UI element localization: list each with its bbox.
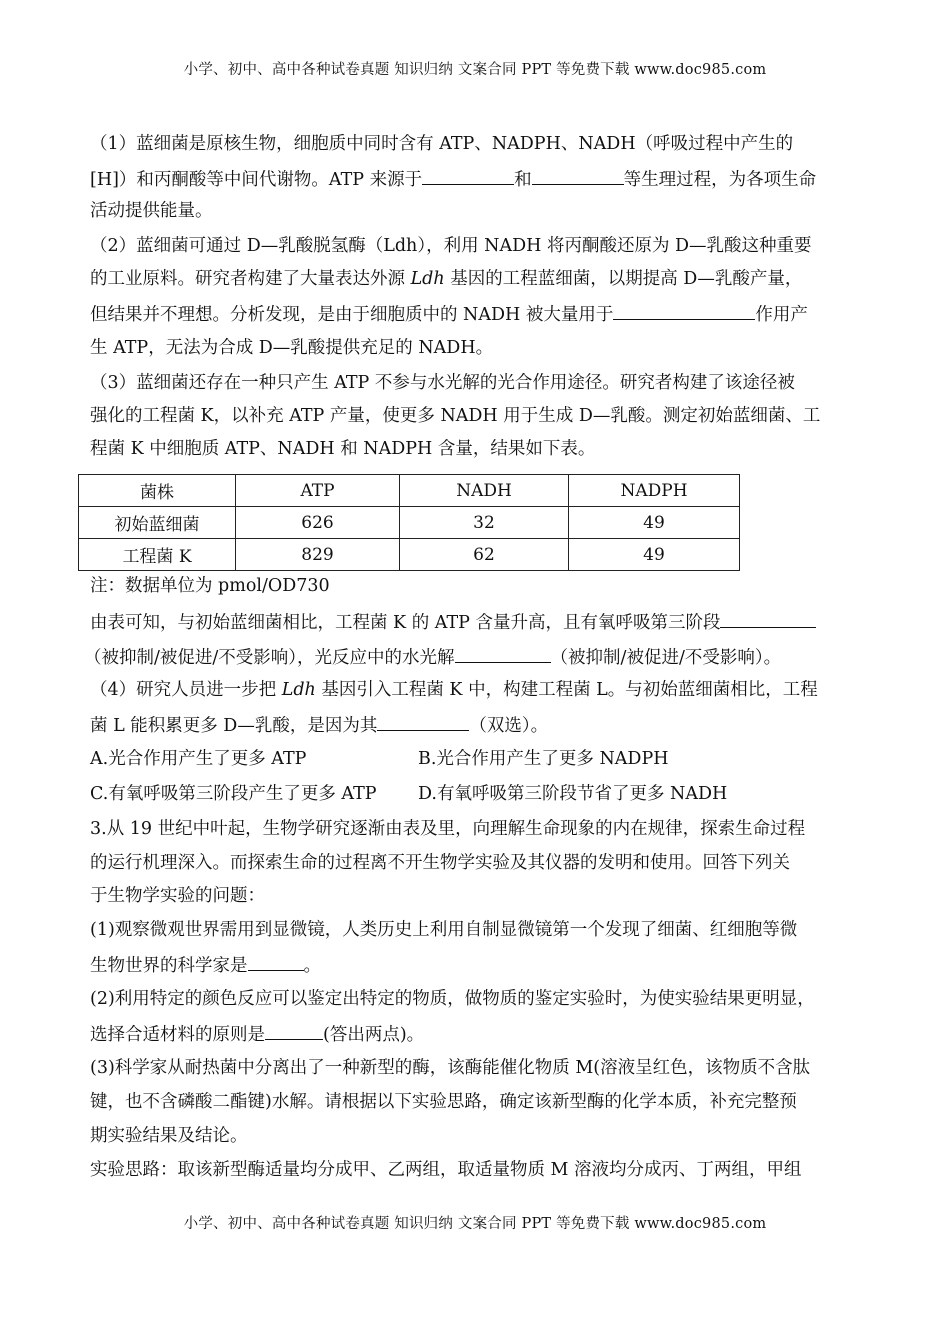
q4-line-1-text-a: （4）研究人员进一步把	[90, 680, 282, 700]
p3-sub2-line-2	[90, 1021, 424, 1047]
q1-line-2	[90, 166, 816, 192]
table-row	[79, 539, 740, 571]
q1-line-2-text-c: 等生理过程，为各项生命	[623, 170, 817, 190]
q4-line-1	[90, 678, 818, 702]
q4-line-2-text-a: 菌 L 能积累更多 D—乳酸，是因为其	[90, 716, 378, 736]
results-table	[78, 474, 740, 571]
p3-line-1: 3.从 19 世纪中叶起，生物学研究逐渐由表及里，向理解生命现象的内在规律，探索生命过程	[90, 819, 806, 839]
table-header-cell: ATP	[236, 475, 400, 507]
ldh-gene-italic: Ldh	[410, 269, 445, 289]
table-header-cell: NADH	[400, 475, 569, 507]
p3-sub1-line-2	[90, 952, 321, 978]
table-cell: 49	[569, 539, 740, 571]
p3-line-2: 的运行机理深入。而探索生命的过程离不开生物学实验及其仪器的发明和使用。回答下列关	[90, 853, 790, 873]
q3-line-1: （3）蓝细菌还存在一种只产生 ATP 不参与水光解的光合作用途径。研究者构建了该途径被	[90, 373, 795, 393]
q2-line-2-text-b: 基因的工程蓝细菌，以期提高 D—乳酸产量，	[444, 269, 803, 289]
q2-line-2-text-a: 的工业原料。研究者构建了大量表达外源	[90, 269, 411, 289]
p3-experiment-line: 实验思路：取该新型酶适量均分成甲、乙两组，取适量物质 M 溶液均分成丙、丁两组，甲组	[90, 1160, 802, 1180]
q3b-line-1-text: 由表可知，与初始蓝细菌相比，工程菌 K 的 ATP 含量升高，且有氧呼吸第三阶段	[90, 613, 721, 633]
answer-blank-6[interactable]	[377, 712, 469, 731]
q3b-line-2-text-a: （被抑制/被促进/不受影响），光反应中的水光解	[84, 648, 455, 668]
option-b[interactable]: B.光合作用产生了更多 NADPH	[418, 749, 669, 769]
q2-line-3-text-a: 但结果并不理想。分析发现，是由于细胞质中的 NADH 被大量用于	[90, 305, 614, 325]
option-c[interactable]: C.有氧呼吸第三阶段产生了更多 ATP	[90, 784, 377, 804]
q1-line-3: 活动提供能量。	[90, 201, 213, 221]
q2-line-1: （2）蓝细菌可通过 D—乳酸脱氢酶（Ldh），利用 NADH 将丙酮酸还原为 D—乳酸这种重要	[90, 236, 812, 256]
table-header-row	[79, 475, 740, 507]
page-footer: 小学、初中、高中各种试卷真题 知识归纳 文案合同 PPT 等免费下载 www.doc985.com	[183, 1216, 767, 1232]
ldh-gene-italic: Ldh	[281, 680, 316, 700]
q3-line-3: 程菌 K 中细胞质 ATP、NADH 和 NADPH 含量，结果如下表。	[90, 439, 596, 459]
q1-line-2-text-b: 和	[514, 170, 532, 190]
p3-sub2-line-1: (2)利用特定的颜色反应可以鉴定出特定的物质，做物质的鉴定实验时，为使实验结果更明显，	[90, 989, 815, 1009]
answer-blank-5[interactable]	[455, 644, 551, 663]
q3-line-2: 强化的工程菌 K，以补充 ATP 产量，使更多 NADH 用于生成 D—乳酸。测定初始蓝细菌、工	[90, 406, 821, 426]
table-cell: 626	[236, 507, 400, 539]
p3-sub2-text-b: (答出两点)。	[323, 1025, 425, 1045]
q2-line-4: 生 ATP，无法为合成 D—乳酸提供充足的 NADH。	[90, 338, 494, 358]
q2-line-3-text-b: 作用产	[755, 305, 808, 325]
answer-blank-4[interactable]	[720, 609, 816, 628]
answer-blank-7[interactable]	[248, 952, 304, 971]
q3b-line-2-text-b: （被抑制/被促进/不受影响）。	[550, 648, 782, 668]
q4-line-2-text-b: （双选）。	[469, 716, 549, 736]
p3-sub2-text-a: 选择合适材料的原则是	[90, 1025, 265, 1045]
option-a[interactable]: A.光合作用产生了更多 ATP	[90, 749, 307, 769]
table-cell: 829	[236, 539, 400, 571]
q3b-line-1	[90, 609, 816, 635]
table-cell: 工程菌 K	[79, 539, 236, 571]
table-cell: 初始蓝细菌	[79, 507, 236, 539]
table-row	[79, 507, 740, 539]
p3-sub1-text-b: 。	[303, 956, 321, 976]
table-cell: 32	[400, 507, 569, 539]
answer-blank-3[interactable]	[613, 301, 755, 320]
p3-sub1-text-a: 生物世界的科学家是	[90, 956, 248, 976]
q4-line-2	[90, 712, 548, 738]
answer-blank-8[interactable]	[265, 1021, 323, 1040]
q4-line-1-text-b: 基因引入工程菌 K 中，构建工程菌 L。与初始蓝细菌相比，工程	[315, 680, 818, 700]
p3-sub3-line-2: 键，也不含磷酸二酯键)水解。请根据以下实验思路，确定该新型酶的化学本质，补充完整预	[90, 1092, 797, 1112]
p3-sub3-line-3: 期实验结果及结论。	[90, 1126, 248, 1146]
table-header-cell: NADPH	[569, 475, 740, 507]
table-cell: 49	[569, 507, 740, 539]
table-cell: 62	[400, 539, 569, 571]
q2-line-3	[90, 301, 808, 327]
q2-line-2	[90, 267, 802, 291]
table-header-cell: 菌株	[79, 475, 236, 507]
option-d[interactable]: D.有氧呼吸第三阶段节省了更多 NADH	[418, 784, 728, 804]
q1-line-1: （1）蓝细菌是原核生物，细胞质中同时含有 ATP、NADPH、NADH（呼吸过程中产生的	[90, 134, 794, 154]
table-note: 注：数据单位为 pmol/OD730	[90, 576, 330, 596]
p3-sub1-line-1: (1)观察微观世界需用到显微镜，人类历史上利用自制显微镜第一个发现了细菌、红细胞等微	[90, 920, 798, 940]
p3-sub3-line-1: (3)科学家从耐热菌中分离出了一种新型的酶，该酶能催化物质 M(溶液呈红色，该物质不含肽	[90, 1058, 811, 1078]
q1-line-2-text-a: [H]）和丙酮酸等中间代谢物。ATP 来源于	[90, 170, 423, 190]
page-header: 小学、初中、高中各种试卷真题 知识归纳 文案合同 PPT 等免费下载 www.doc985.com	[183, 62, 767, 78]
answer-blank-1[interactable]	[422, 166, 514, 185]
q3b-line-2	[84, 644, 781, 670]
p3-line-3: 于生物学实验的问题：	[90, 886, 265, 906]
answer-blank-2[interactable]	[532, 166, 624, 185]
